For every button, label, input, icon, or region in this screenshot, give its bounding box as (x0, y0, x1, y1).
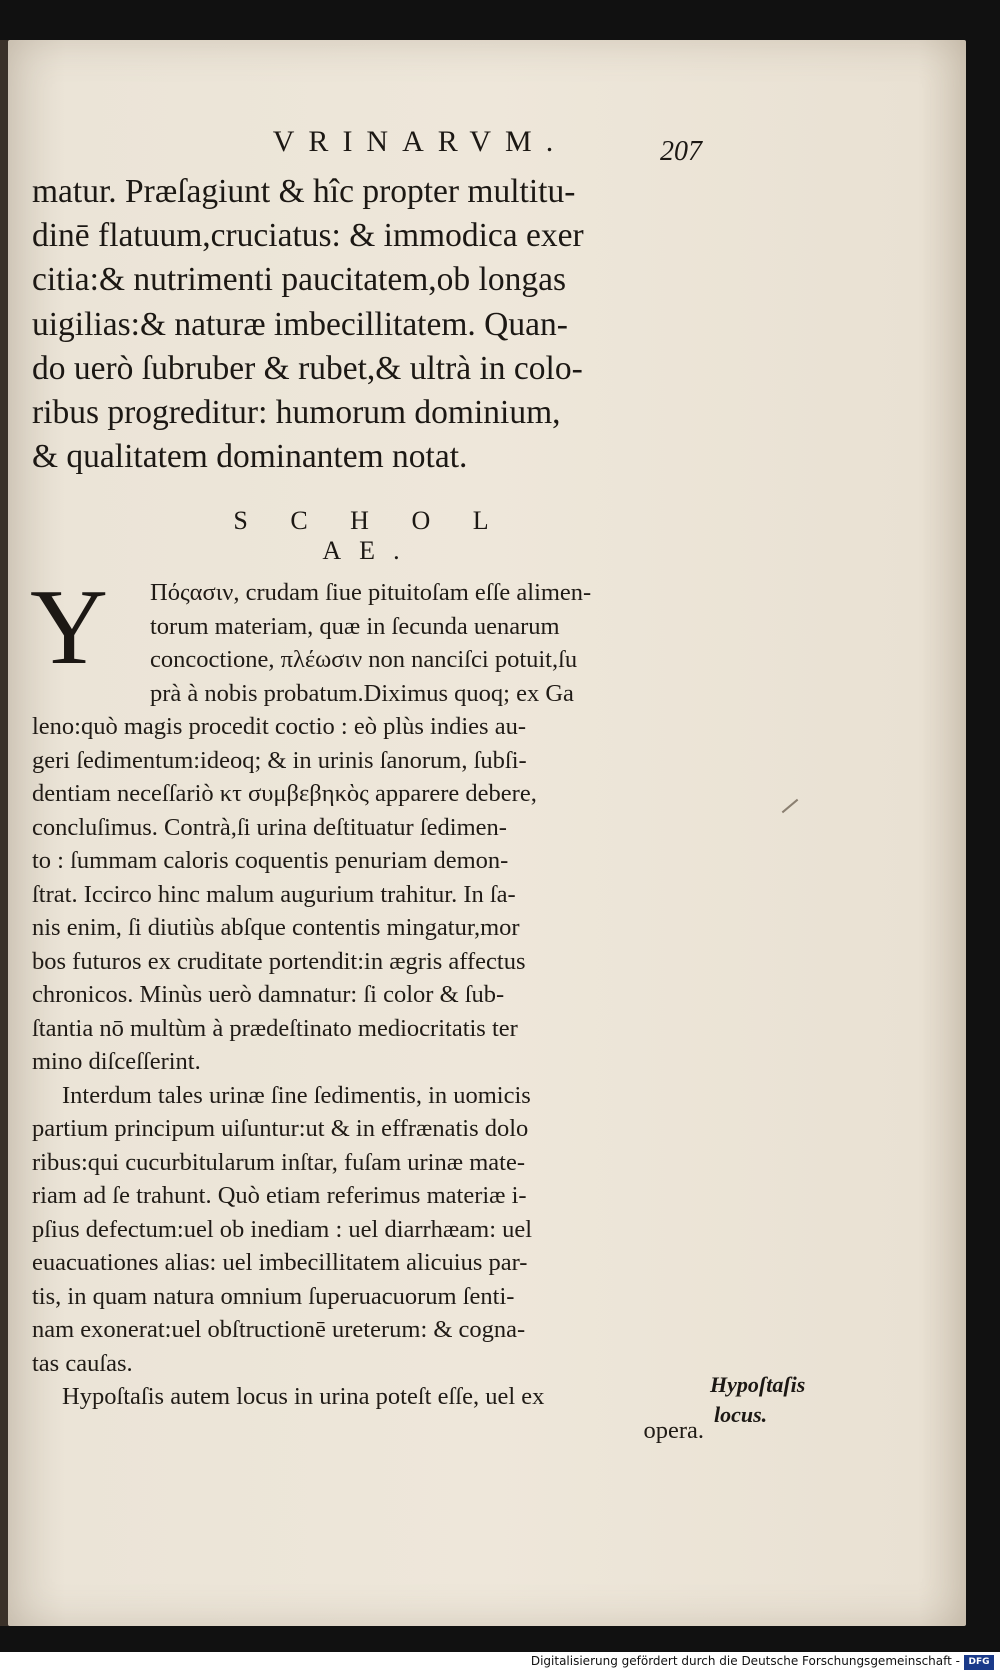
catchword: opera. (643, 1416, 704, 1444)
drop-cap: Y (30, 568, 108, 687)
page-number: 207 (660, 136, 702, 167)
text-line: to : ſummam caloris coquentis penuriam demon- (32, 847, 509, 874)
text-line: ribus:qui cucurbitularum inſtar, fuſam urinæ mate- (32, 1148, 525, 1176)
text-line: tis, in quam natura omnium ſuperuacuorum ſenti- (32, 1282, 515, 1310)
scholae-text (30, 568, 708, 1447)
text-line: citia:& nutrimenti paucitatem,ob longas (32, 261, 567, 299)
text-line: nam exonerat:uel obſtructionē ureterum: & cogna- (32, 1316, 526, 1343)
marginal-line: locus. (714, 1402, 768, 1427)
text-line: & qualitatem dominantem notat. (32, 438, 468, 476)
text-line: partium principum uiſuntur:ut & in effrænatis dolo (32, 1115, 529, 1142)
text-line: Hypoſtaſis autem locus in urina poteſt eſſe, uel ex (62, 1383, 545, 1410)
text-line: ſtrat. Iccirco hinc malum augurium trahitur. In ſa- (32, 880, 516, 908)
section-heading: S C H O L AE. (233, 506, 507, 565)
text-line: nis enim, ſi diutiùs abſque contentis mingatur,mor (32, 914, 520, 941)
text-line: concluſimus. Contrà,ſi urina deſtituatur ſedimen- (32, 813, 507, 841)
text-line: prà à nobis probatum.Diximus quoq; ex Ga (150, 679, 574, 707)
text-line: dinē flatuum,cruciatus: & immodica exer (32, 217, 584, 255)
text-line: Interdum tales urinæ ſine ſedimentis, in uomicis (62, 1081, 531, 1109)
digitization-credit: Digitalisierung gefördert durch die Deutsche Forschungsgemeinschaft - (530, 1654, 960, 1668)
marginal-line: Hypoſtaſis (710, 1372, 806, 1397)
text-line: torum materiam, quæ in ſecunda uenarum (150, 612, 560, 640)
running-title: VRINARVM. (272, 125, 568, 158)
text-line: mino diſceſſerint. (32, 1048, 201, 1075)
text-line: uigilias:& naturæ imbecillitatem. Quan- (32, 305, 568, 343)
text-line: chronicos. Minùs uerò damnatur: ſi color & ſub- (32, 981, 505, 1008)
text-line: ribus progreditur: humorum dominium, (32, 394, 561, 432)
text-line: ſtantia nō multùm à prædeſtinato mediocritatis ter (32, 1014, 518, 1042)
text-line: pſius defectum:uel ob inediam : uel diarrhæam: uel (32, 1215, 533, 1243)
text-line: geri ſedimentum:ideoq; & in urinis ſanorum, ſubſi- (32, 746, 527, 774)
text-line: Πόςασιν, crudam ſiue pituitoſam eſſe alimen- (150, 579, 592, 606)
text-line: tas cauſas. (32, 1349, 133, 1377)
text-line: concoctione, πλέωσιν non nanciſci potuit,ſu (150, 646, 578, 673)
dfg-logo: DFG (964, 1655, 994, 1670)
main-paragraph (32, 170, 708, 479)
marginal-note (710, 1370, 805, 1430)
text-line: dentiam neceſſariò κτ συμβεβηκὸς apparere debere, (32, 780, 537, 807)
text-line: matur. Præſagiunt & hîc propter multitu- (32, 173, 576, 210)
text-line: leno:quò magis procedit coctio : eò plùs indies au- (32, 713, 526, 740)
text-line: bos futuros ex cruditate portendit:in ægris affectus (32, 947, 526, 975)
text-line: riam ad ſe trahunt. Quò etiam referimus materiæ i- (32, 1182, 527, 1209)
text-line: do uerò ſubruber & rubet,& ultrà in colo- (32, 349, 583, 387)
text-line: euacuationes alias: uel imbecillitatem alicuius par- (32, 1249, 528, 1276)
